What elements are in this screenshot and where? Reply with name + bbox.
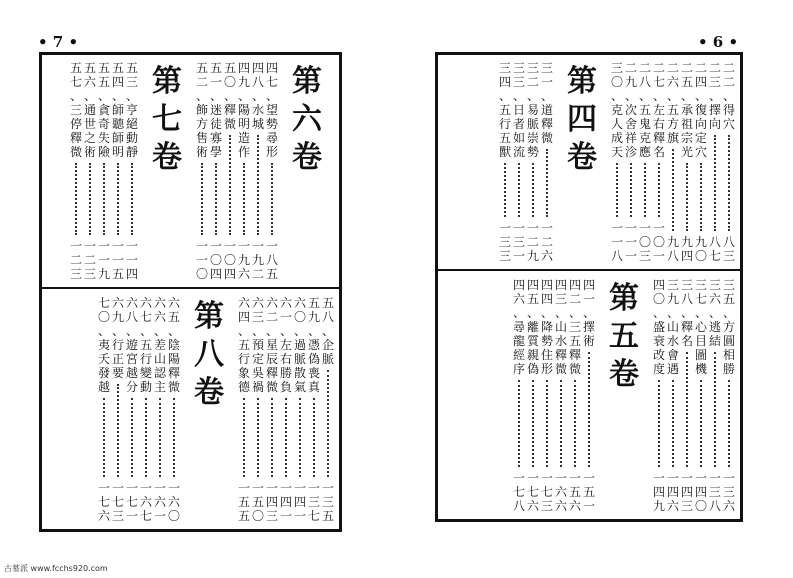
toc-entry — [540, 272, 554, 519]
toc-entry-label: 六 七 、 五 行 變 動 — [139, 296, 152, 394]
leader-dots — [714, 352, 718, 467]
leader-dots — [201, 163, 205, 235]
toc-entry-page: 一 九 六 — [237, 239, 250, 281]
toc-entry — [526, 272, 540, 519]
toc-entry-page: 一 三 六 — [722, 471, 735, 513]
leader-dots — [173, 398, 177, 477]
leader-dots — [518, 163, 522, 217]
toc-entry — [209, 55, 223, 287]
toc-entry — [554, 272, 568, 519]
toc-entry — [125, 55, 139, 287]
toc-frame — [435, 52, 743, 522]
toc-entry-page: 一 四 一 — [279, 481, 292, 523]
toc-entry — [638, 55, 652, 269]
leader-dots — [271, 163, 275, 235]
leader-dots — [588, 352, 592, 467]
chapter-title: 第 五 卷 — [609, 281, 639, 392]
toc-entry — [223, 55, 237, 287]
toc-entry-label: 二 六 、 五 方 旗 — [666, 61, 679, 145]
toc-entry — [139, 290, 153, 529]
leader-dots — [159, 398, 163, 477]
toc-entry-label: 六 九 、 行 正 要 — [111, 296, 124, 380]
toc-entry-page: 一 〇 四 — [209, 239, 222, 281]
leader-dots — [700, 380, 704, 467]
toc-entry — [526, 55, 540, 269]
leader-dots — [658, 380, 662, 467]
toc-entry-label: 三 五 、 方 圓 相 勝 — [722, 278, 735, 376]
toc-entry — [652, 272, 666, 519]
toc-entry-page: 一 七 八 — [512, 471, 525, 513]
toc-entry — [694, 272, 708, 519]
toc-entry-page: 八 三 — [722, 235, 735, 263]
toc-entry — [111, 55, 125, 287]
leader-dots — [546, 149, 550, 217]
toc-entry-page: 一 二 九 — [526, 221, 539, 263]
left-page — [0, 0, 395, 560]
toc-entry-page: 一 五 五 — [237, 481, 250, 523]
toc-entry-label: 四 九 、 陽 明 造 作 — [237, 61, 250, 159]
toc-entry-label: 六 五 、 陰 陽 釋 微 — [167, 296, 180, 394]
toc-entry — [624, 55, 638, 269]
leader-dots — [229, 135, 233, 235]
toc-entry — [111, 290, 125, 529]
toc-entry — [582, 272, 596, 519]
leader-dots — [560, 380, 564, 467]
toc-entry-page: 九 八 — [666, 235, 679, 263]
toc-entry-label: 六 二 、 星 辰 釋 微 — [265, 296, 278, 394]
toc-entry — [694, 55, 708, 269]
toc-entry-label: 三 七 、 心 目 圖 機 — [694, 278, 707, 376]
right-page — [398, 0, 793, 560]
leader-dots — [145, 398, 149, 477]
toc-entry — [251, 290, 265, 529]
leader-dots — [257, 398, 261, 477]
leader-dots — [686, 352, 690, 467]
toc-entry-label: 三 六 、 逃 結 — [708, 278, 721, 348]
toc-entry-page: 一 三 七 — [307, 481, 320, 523]
leader-dots — [243, 163, 247, 235]
toc-entry-page: 一 四 三 — [265, 481, 278, 523]
leader-dots — [672, 149, 676, 231]
toc-entry-page: 一 三 三 — [498, 221, 511, 263]
toc-frame — [39, 52, 342, 532]
toc-entry-label: 五 八 、 企 脈 — [321, 296, 334, 366]
toc-entry — [708, 55, 722, 269]
toc-entry-page: 一 五 〇 — [251, 481, 264, 523]
toc-entry-label: 二 九 、 次 舍 祥 沴 — [624, 61, 637, 159]
leader-dots — [327, 370, 331, 477]
leader-dots — [271, 398, 275, 477]
leader-dots — [546, 380, 550, 467]
toc-entry-label: 三 一 、 道 釋 微 — [540, 61, 553, 145]
leader-dots — [243, 398, 247, 477]
toc-entry-label: 五 七 、 三 停 釋 微 — [69, 61, 82, 159]
toc-entry — [610, 55, 624, 269]
leader-dots — [644, 163, 648, 217]
toc-entry — [722, 55, 736, 269]
toc-entry-label: 七 〇 、 夷 夭 發 越 — [97, 296, 110, 394]
toc-entry-label: 四 五 、 離 質 親 偽 — [526, 278, 539, 376]
toc-entry-page: 一 〇 一 — [652, 221, 665, 263]
toc-entry-label: 三 四 、 五 行 五 獸 — [498, 61, 511, 159]
toc-entry-label: 二 七 、 左 右 釋 名 — [652, 61, 665, 159]
leader-dots — [75, 163, 79, 235]
toc-panel-top — [42, 55, 339, 287]
toc-entry — [307, 290, 321, 529]
toc-entry — [293, 290, 307, 529]
toc-entry — [666, 55, 680, 269]
toc-entry-page: 一 一 五 — [111, 239, 124, 281]
chapter-title: 第 八 卷 — [194, 299, 224, 410]
toc-entry — [652, 55, 666, 269]
leader-dots — [103, 398, 107, 477]
toc-entry — [722, 272, 736, 519]
leader-dots — [215, 163, 219, 235]
toc-entry — [680, 272, 694, 519]
toc-entry-page: 一 四 九 — [652, 471, 665, 513]
page-number: • 7 • — [38, 33, 79, 51]
toc-entry — [83, 55, 97, 287]
toc-entry — [251, 55, 265, 287]
toc-entry — [680, 55, 694, 269]
toc-entry-label: 二 二 、 得 穴 — [722, 61, 735, 131]
toc-entry — [97, 55, 111, 287]
toc-entry-page: 一 三 八 — [708, 471, 721, 513]
toc-entry-page: 一 七 六 — [526, 471, 539, 513]
toc-panel-top — [438, 55, 740, 269]
toc-entry-label: 三 八 、 釋 名 — [680, 278, 693, 348]
toc-entry-page: 八 七 — [708, 235, 721, 263]
toc-panel-bottom — [42, 290, 339, 529]
toc-entry — [265, 55, 279, 287]
toc-entry-label: 五 一 、 迷 徒 寡 學 — [209, 61, 222, 159]
toc-entry-label: 二 四 、 復 向 定 穴 — [694, 61, 707, 159]
toc-entry-page: 一 〇 三 — [638, 221, 651, 263]
leader-dots — [89, 163, 93, 235]
toc-entry-page: 一 四 一 — [293, 481, 306, 523]
toc-entry — [97, 290, 111, 529]
leader-dots — [117, 163, 121, 235]
toc-entry — [498, 55, 512, 269]
toc-entry-label: 六 〇 、 過 脈 散 氣 — [293, 296, 306, 394]
toc-entry-label: 六 一 、 左 右 勝 負 — [279, 296, 292, 394]
toc-entry-label: 五 九 、 憑 偽 喪 真 — [307, 296, 320, 394]
toc-entry-label: 二 五 、 承 祖 宗 光 — [680, 61, 693, 159]
toc-entry-page: 一 一 八 — [610, 221, 623, 263]
leader-dots — [131, 398, 135, 477]
leader-dots — [504, 163, 508, 217]
leader-dots — [285, 398, 289, 477]
toc-entry-page: 一 六 一 — [153, 481, 166, 523]
toc-entry-label: 四 四 、 降 勢 住 形 — [540, 278, 553, 376]
toc-entry — [237, 290, 251, 529]
toc-entry-page: 一 二 三 — [83, 239, 96, 281]
toc-entry — [568, 272, 582, 519]
toc-entry-page: 一 〇 四 — [223, 239, 236, 281]
toc-entry-label: 二 三 、 擇 向 — [708, 61, 721, 131]
toc-entry-page: 一 九 二 — [251, 239, 264, 281]
toc-entry-page: 一 一 〇 — [195, 239, 208, 281]
toc-entry-page: 一 六 〇 — [167, 481, 180, 523]
toc-entry — [321, 290, 335, 529]
toc-entry-page: 一 七 一 — [125, 481, 138, 523]
toc-entry — [540, 55, 554, 269]
leader-dots — [257, 135, 261, 235]
toc-entry — [195, 55, 209, 287]
toc-entry-page: 一 三 一 — [512, 221, 525, 263]
toc-entry-label: 六 八 、 遊 宮 越 分 — [125, 296, 138, 394]
toc-entry — [69, 55, 83, 287]
toc-entry-page: 一 七 六 — [97, 481, 110, 523]
toc-entry-page: 九 四 — [680, 235, 693, 263]
toc-entry-page: 一 一 四 — [125, 239, 138, 281]
toc-entry — [708, 272, 722, 519]
toc-entry-label: 三 九 、 山 水 會 遇 — [666, 278, 679, 376]
toc-entry-page: 一 二 三 — [69, 239, 82, 281]
toc-entry-label: 四 〇 、 盛 衰 改 度 — [652, 278, 665, 376]
toc-entry-page: 一 四 六 — [666, 471, 679, 513]
toc-entry-page: 一 六 六 — [554, 471, 567, 513]
toc-entry-page: 一 六 七 — [139, 481, 152, 523]
watermark-footer — [0, 560, 793, 578]
toc-entry-page: 一 五 六 — [568, 471, 581, 513]
leader-dots — [131, 163, 135, 235]
leader-dots — [700, 163, 704, 231]
toc-entry — [125, 290, 139, 529]
toc-entry-label: 六 四 、 五 行 象 德 — [237, 296, 250, 394]
toc-entry-label: 五 五 、 貪 奇 失 險 — [97, 61, 110, 159]
chapter-title: 第 七 卷 — [152, 64, 182, 175]
toc-entry-label: 三 二 、 易 脈 崇 勢 — [526, 61, 539, 159]
toc-entry — [666, 272, 680, 519]
chapter-title: 第 四 卷 — [567, 64, 597, 175]
leader-dots — [658, 163, 662, 217]
toc-entry — [265, 290, 279, 529]
watermark-text: 古墓派 www.fcchs920.com — [4, 564, 108, 573]
toc-entry-page: 一 一 九 — [97, 239, 110, 281]
toc-entry-label: 四 七 、 望 勢 尋 形 — [265, 61, 278, 159]
leader-dots — [616, 163, 620, 217]
toc-entry — [512, 272, 526, 519]
toc-entry — [512, 55, 526, 269]
leader-dots — [672, 380, 676, 467]
leader-dots — [103, 163, 107, 235]
toc-entry-label: 五 〇 、 釋 微 — [223, 61, 236, 131]
leader-dots — [117, 384, 121, 477]
toc-entry-label: 五 四 、 師 聽 師 明 — [111, 61, 124, 159]
toc-entry-page: 一 三 五 — [321, 481, 334, 523]
leader-dots — [518, 380, 522, 467]
toc-entry-label: 四 一 、 擇 術 — [582, 278, 595, 348]
toc-entry-label: 四 二 、 三 五 釋 微 — [568, 278, 581, 376]
toc-entry-label: 五 三 、 亨 絕 動 靜 — [125, 61, 138, 159]
toc-entry-label: 四 八 、 水 城 — [251, 61, 264, 131]
page-number: • 6 • — [698, 33, 739, 51]
leader-dots — [299, 398, 303, 477]
toc-entry-label: 三 三 、 日 者 如 流 — [512, 61, 525, 159]
toc-entry — [279, 290, 293, 529]
leader-dots — [728, 380, 732, 467]
leader-dots — [714, 135, 718, 231]
leader-dots — [728, 135, 732, 231]
toc-entry-label: 二 八 、 五 鬼 克 應 — [638, 61, 651, 159]
toc-entry-page: 一 四 三 — [680, 471, 693, 513]
chapter-title: 第 六 卷 — [292, 64, 322, 175]
toc-entry-page: 一 二 六 — [540, 221, 553, 263]
toc-entry-page: 一 五 一 — [582, 471, 595, 513]
toc-entry-page: 九 〇 — [694, 235, 707, 263]
leader-dots — [630, 163, 634, 217]
panel-divider — [42, 287, 339, 289]
toc-entry-page: 一 一 一 — [624, 221, 637, 263]
toc-entry-label: 三 〇 、 克 人 成 天 — [610, 61, 623, 159]
leader-dots — [686, 163, 690, 231]
leader-dots — [532, 380, 536, 467]
toc-entry — [167, 290, 181, 529]
toc-entry-label: 六 六 、 差 山 認 主 — [153, 296, 166, 394]
leader-dots — [532, 163, 536, 217]
toc-entry — [153, 290, 167, 529]
toc-entry-page: 一 七 三 — [540, 471, 553, 513]
toc-entry-label: 五 六 、 通 世 之 術 — [83, 61, 96, 159]
toc-panel-bottom — [438, 272, 740, 519]
panel-divider — [438, 269, 740, 271]
toc-entry-page: 一 八 五 — [265, 239, 278, 281]
toc-entry-page: 一 七 三 — [111, 481, 124, 523]
toc-entry-label: 六 三 、 預 定 吳 禍 — [251, 296, 264, 394]
leader-dots — [313, 398, 317, 477]
toc-entry — [237, 55, 251, 287]
toc-entry-label: 五 二 、 飾 方 售 術 — [195, 61, 208, 159]
toc-entry-label: 四 六 、 尋 龍 經 序 — [512, 278, 525, 376]
toc-entry-page: 一 四 〇 — [694, 471, 707, 513]
leader-dots — [574, 380, 578, 467]
toc-entry-label: 四 三 、 山 水 釋 微 — [554, 278, 567, 376]
